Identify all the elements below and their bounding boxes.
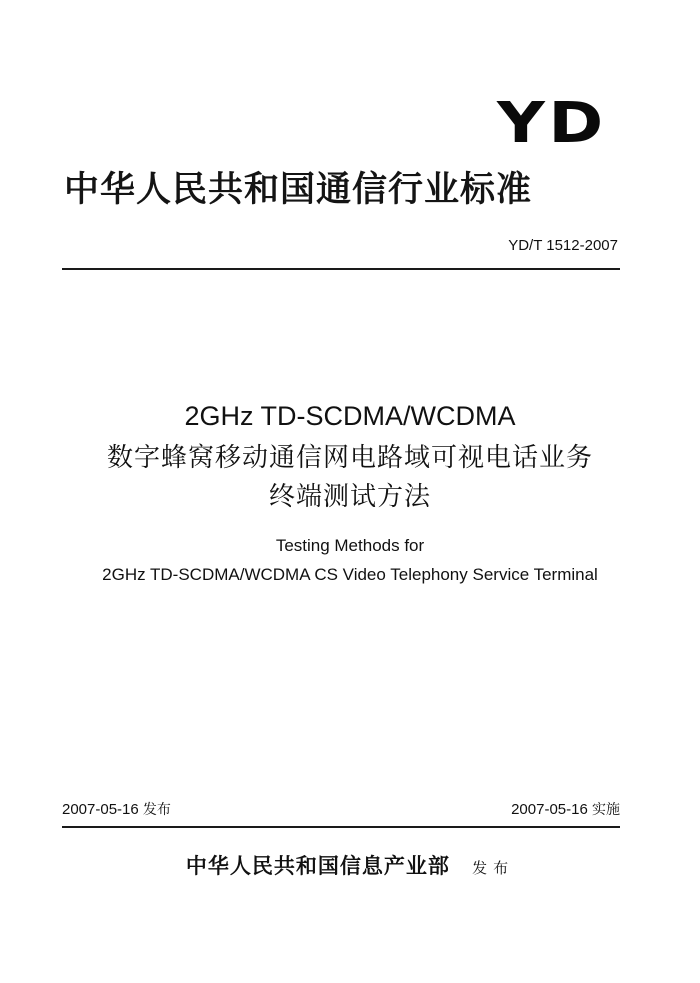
issue-date — [62, 800, 171, 820]
issue-date-value: 2007-05-16 — [62, 801, 139, 818]
english-title-line1: Testing Methods for — [275, 536, 425, 555]
issue-date-label: 发布 — [142, 802, 171, 818]
standard-category-title: 中华人民共和国通信行业标准 — [64, 170, 533, 210]
top-divider — [62, 268, 620, 270]
implementation-date-value: 2007-05-16 — [511, 801, 588, 818]
issuer-name: 中华人民共和国信息产业部 — [185, 854, 450, 878]
implementation-date-label: 实施 — [592, 802, 620, 818]
document-title-line1: 2GHz TD-SCDMA/WCDMA — [184, 401, 516, 431]
issuer-action: 发布 — [472, 859, 515, 877]
document-title-line3: 终端测试方法 — [268, 482, 431, 512]
document-title-line2: 数字蜂窝移动通信网电路域可视电话业务 — [106, 443, 593, 473]
standard-number: YD/T 1512-2007 — [508, 237, 618, 254]
bottom-divider — [62, 826, 620, 828]
issuing-authority — [0, 852, 700, 882]
english-title-line2: 2GHz TD-SCDMA/WCDMA CS Video Telephony Service Terminal — [102, 565, 598, 584]
implementation-date — [511, 800, 620, 820]
yd-logo: YD — [497, 91, 607, 156]
